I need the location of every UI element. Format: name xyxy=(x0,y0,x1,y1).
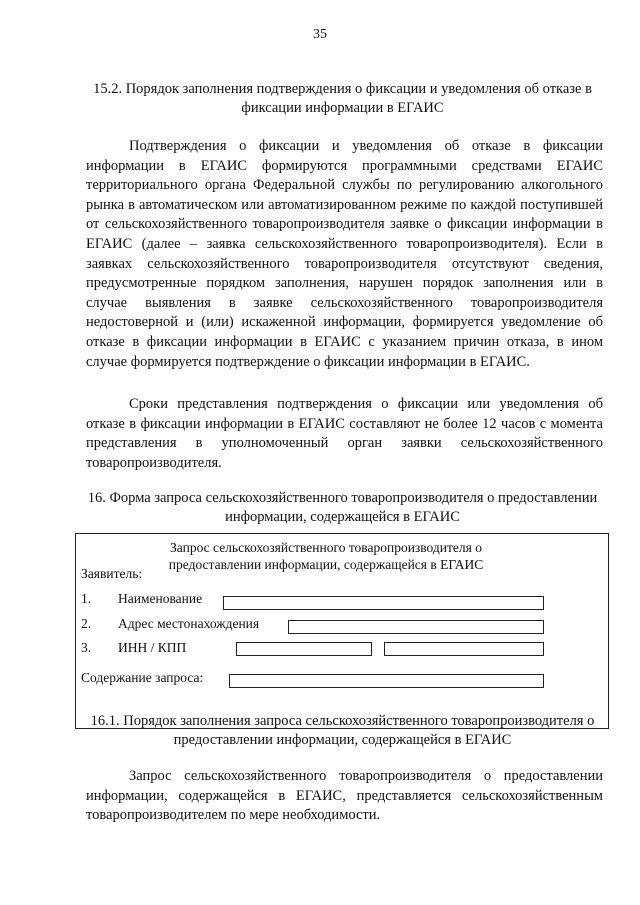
row-number-1: 1. xyxy=(81,591,92,606)
row-number-3: 3. xyxy=(81,640,92,655)
address-label: Адрес местонахождения xyxy=(118,616,260,631)
form-title: Запрос сельскохозяйственного товаропроизводителя о предоставлении информации, содержащейся в ЕГАИС xyxy=(168,540,484,572)
name-field[interactable] xyxy=(223,596,544,610)
name-label: Наименование xyxy=(118,591,203,606)
section-16-1-paragraph: Запрос сельскохозяйственного товаропроизводителя о предоставлении информации, содержащейся в ЕГАИС, представляется сельскохозяйственным товаропроизводителем по мере необходимости. xyxy=(86,768,603,824)
address-field[interactable] xyxy=(288,620,544,634)
inn-field[interactable] xyxy=(236,642,372,656)
section-15-2-paragraph-2: Сроки представления подтверждения о фиксации или уведомления об отказе в фиксации информации в ЕГАИС составляют не более 12 часов с момента представления в уполномоченный орган заявки сельскохозяйственного товаропроизводителя. xyxy=(86,396,603,471)
inn-kpp-label: ИНН / КПП xyxy=(118,640,187,655)
section-15-2-heading: 15.2. Порядок заполнения подтверждения о фиксации и уведомления об отказе в фиксации информации в ЕГАИС xyxy=(93,81,592,116)
row-number-2: 2. xyxy=(81,616,92,631)
request-form xyxy=(75,533,609,729)
section-16-heading: 16. Форма запроса сельскохозяйственного товаропроизводителя о предоставлении информации, содержащейся в ЕГАИС xyxy=(87,490,598,525)
applicant-label: Заявитель: xyxy=(81,566,143,581)
section-16-1-heading: 16.1. Порядок заполнения запроса сельскохозяйственного товаропроизводителя о предоставлении информации, содержащейся в ЕГАИС xyxy=(90,713,595,748)
content-label: Содержание запроса: xyxy=(81,670,204,685)
section-15-2-paragraph-1: Подтверждения о фиксации и уведомления об отказе в фиксации информации в ЕГАИС формируются программными средствами ЕГАИС территориального органа Федеральной службы по регулированию алкогольного рынка в автоматическом или автоматизированном режиме по каждой поступившей от сельскохозяйственного товаропроизводителя заявке о фиксации информации в ЕГАИС (далее – заявка сельскохозяйственного товаропроизводителя). Если в заявках сельскохозяйственного товаропроизводителя отсутствуют сведения, предусмотренные порядком заполнения, нарушен порядок заполнения или в случае выявления в заявке сельскохозяйственного товаропроизводителя недостоверной и (или) искаженной информации, формируется уведомление об отказе в фиксации информации в ЕГАИС с указанием причин отказа, в ином случае формируется подтверждение о фиксации информации в ЕГАИС. xyxy=(86,138,603,370)
kpp-field[interactable] xyxy=(384,642,544,656)
content-field[interactable] xyxy=(229,674,544,688)
page-number: 35 xyxy=(313,27,327,42)
